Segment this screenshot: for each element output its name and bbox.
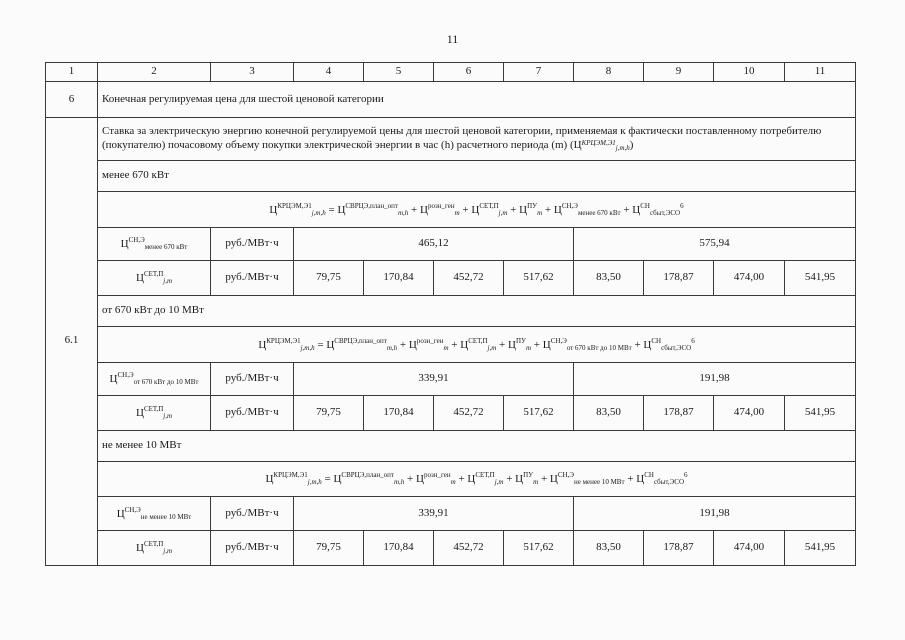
subsection-number: 6.1 xyxy=(46,117,98,565)
group-label: менее 670 кВт xyxy=(98,161,856,192)
network-value: 170,84 xyxy=(364,260,434,295)
col-header: 11 xyxy=(785,63,856,82)
network-value: 170,84 xyxy=(364,395,434,430)
formula: $Ц^{КРЦЭМ,Э1}_{j,m,h} = Ц^{СВРЦЭ,план\_опт}_{m,h} + Ц^{розн\_ген}_m + Ц^{СЕТ,П}_{j,m} + Ц^{ПУ}_m$ + $Ц^{СН,Э}менее$ 670 кВт + $Ц^{СН}сбыт,ЭСО^6$ xyxy=(98,192,856,227)
energy-symbol: $Ц^{СН,Э}не$ менее 10 МВт xyxy=(98,497,211,530)
formula: $Ц^{КРЦЭМ,Э1}_{j,m,h} = Ц^{СВРЦЭ,план\_опт}_{m,h} + Ц^{розн\_ген}_m + Ц^{СЕТ,П}_{j,m} + Ц^{ПУ}_m + Ц^{СН,Э}не$ менее 10 МВт + $Ц^{СН}сбыт,ЭСО^6$ xyxy=(98,462,856,497)
network-value: 474,00 xyxy=(714,395,785,430)
page-number: 11 xyxy=(446,32,459,46)
network-value: 452,72 xyxy=(434,530,504,565)
col-header: 8 xyxy=(574,63,644,82)
col-header: 10 xyxy=(714,63,785,82)
network-rate-row xyxy=(46,530,856,565)
unit: руб./МВт·ч xyxy=(211,260,294,295)
network-value: 178,87 xyxy=(644,260,714,295)
network-value: 79,75 xyxy=(294,260,364,295)
energy-value: 339,91 xyxy=(294,497,574,530)
formula-row xyxy=(46,462,856,497)
unit: руб./МВт·ч xyxy=(211,362,294,395)
col-header: 9 xyxy=(644,63,714,82)
col-header: 7 xyxy=(504,63,574,82)
network-value: 541,95 xyxy=(785,260,856,295)
energy-rate-row xyxy=(46,227,856,260)
col-header: 6 xyxy=(434,63,504,82)
group-label-row xyxy=(46,161,856,192)
network-value: 517,62 xyxy=(504,260,574,295)
network-value: 83,50 xyxy=(574,530,644,565)
group-label: от 670 кВт до 10 МВт xyxy=(98,296,856,327)
unit: руб./МВт·ч xyxy=(211,395,294,430)
group-label-row xyxy=(46,431,856,462)
network-value: 474,00 xyxy=(714,260,785,295)
network-value: 452,72 xyxy=(434,395,504,430)
network-value: 517,62 xyxy=(504,530,574,565)
network-value: 83,50 xyxy=(574,260,644,295)
energy-value: 191,98 xyxy=(574,497,856,530)
network-symbol: $Ц^{СЕТ,П}_{j,m}$ xyxy=(98,530,211,565)
network-value: 79,75 xyxy=(294,530,364,565)
network-symbol: $Ц^{СЕТ,П}_{j,m}$ xyxy=(98,395,211,430)
col-header: 5 xyxy=(364,63,434,82)
network-value: 79,75 xyxy=(294,395,364,430)
network-rate-row xyxy=(46,260,856,295)
network-value: 170,84 xyxy=(364,530,434,565)
formula-row xyxy=(46,192,856,227)
col-header: 4 xyxy=(294,63,364,82)
col-header: 3 xyxy=(211,63,294,82)
energy-value: 465,12 xyxy=(294,227,574,260)
col-header: 1 xyxy=(46,63,98,82)
group-label: не менее 10 МВт xyxy=(98,431,856,462)
energy-symbol: $Ц^{СН,Э}от$ 670 кВт до 10 МВт xyxy=(98,362,211,395)
network-rate-row xyxy=(46,395,856,430)
network-value: 452,72 xyxy=(434,260,504,295)
unit: руб./МВт·ч xyxy=(211,497,294,530)
formula-row xyxy=(46,327,856,362)
unit: руб./МВт·ч xyxy=(211,227,294,260)
network-value: 474,00 xyxy=(714,530,785,565)
formula: $Ц^{КРЦЭМ,Э1}_{j,m,h} = Ц^{СВРЦЭ,план\_опт}_{m,h} + Ц^{розн\_ген}_m + Ц^{СЕТ,П}_{j,m} + Ц^{ПУ}_m + Ц^{СН,Э}от$ 670 кВт до 10 МВт + $Ц^{СН}сбыт,ЭСО^6$ xyxy=(98,327,856,362)
network-symbol: $Ц^{СЕТ,П}_{j,m}$ xyxy=(98,260,211,295)
network-value: 178,87 xyxy=(644,530,714,565)
network-value: 83,50 xyxy=(574,395,644,430)
header-row xyxy=(46,63,856,82)
section-row xyxy=(46,82,856,117)
subsection-description: Ставка за электрическую энергию конечной регулируемой цены для шестой ценовой категории, применяемая к фактически поставленному потребителю (покупателю) почасовому объему покупки электрической энергии в час (h) расчетного периода (m) $(Ц_{КРЦЭМ,Э1j,m,h})$ xyxy=(98,117,856,161)
subsection-row xyxy=(46,117,856,161)
energy-value: 575,94 xyxy=(574,227,856,260)
unit: руб./МВт·ч xyxy=(211,530,294,565)
section-number: 6 xyxy=(46,82,98,117)
network-value: 178,87 xyxy=(644,395,714,430)
energy-rate-row xyxy=(46,497,856,530)
group-label-row xyxy=(46,296,856,327)
col-header: 2 xyxy=(98,63,211,82)
energy-value: 191,98 xyxy=(574,362,856,395)
energy-value: 339,91 xyxy=(294,362,574,395)
network-value: 517,62 xyxy=(504,395,574,430)
section-title: Конечная регулируемая цена для шестой ценовой категории xyxy=(98,82,856,117)
energy-symbol: $Ц^{СН,Э}менее$ 670 кВт xyxy=(98,227,211,260)
tariff-table xyxy=(45,62,856,566)
network-value: 541,95 xyxy=(785,395,856,430)
network-value: 541,95 xyxy=(785,530,856,565)
energy-rate-row xyxy=(46,362,856,395)
